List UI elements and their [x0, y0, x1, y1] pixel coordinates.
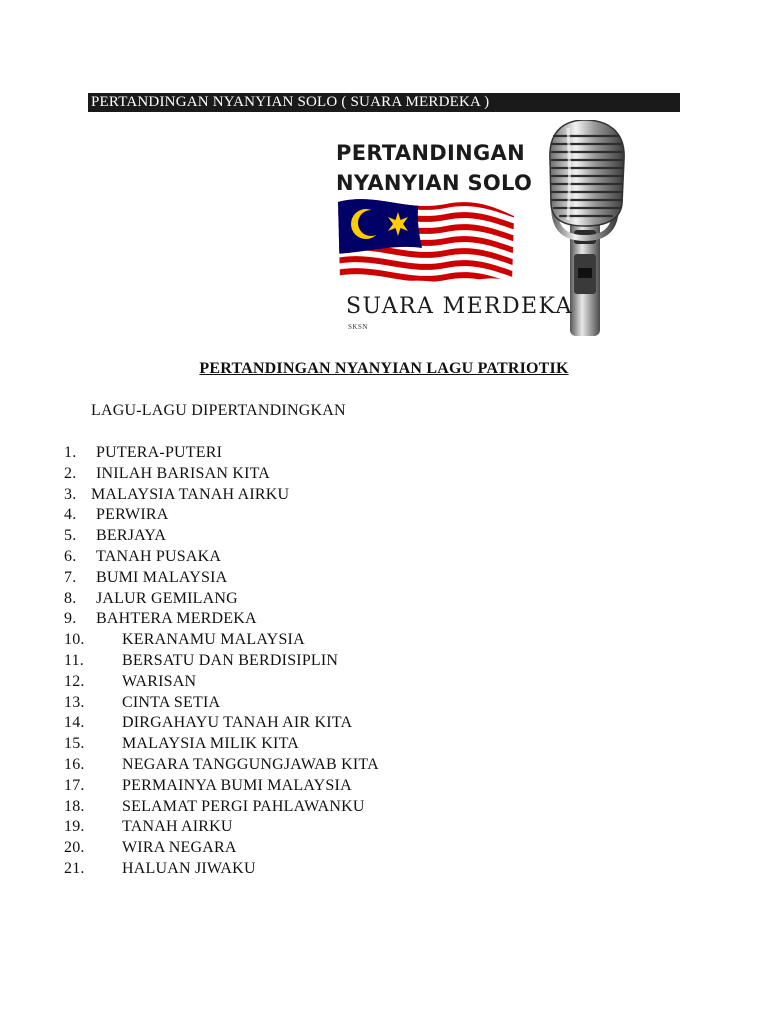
- document-title: PERTANDINGAN NYANYIAN LAGU PATRIOTIK: [199, 360, 569, 377]
- song-title: SELAMAT PERGI PAHLAWANKU: [122, 797, 365, 815]
- song-number: 5.: [64, 527, 77, 545]
- song-number: 6.: [64, 547, 77, 565]
- poster-brand: SUARA MERDEKA: [346, 294, 573, 319]
- song-title: NEGARA TANGGUNGJAWAB KITA: [122, 755, 379, 773]
- song-title: PUTERA-PUTERI: [96, 444, 223, 461]
- song-number: 21.: [64, 859, 85, 877]
- song-title: BUMI MALAYSIA: [96, 568, 228, 586]
- header-bar: [88, 93, 680, 112]
- song-number: 14.: [64, 714, 85, 732]
- poster-title: [336, 138, 532, 198]
- song-title: INILAH BARISAN KITA: [96, 464, 271, 482]
- song-number: 18.: [64, 797, 85, 815]
- song-number: 17.: [64, 776, 85, 794]
- song-title: BERJAYA: [96, 527, 167, 545]
- song-number: 2.: [64, 464, 77, 482]
- song-title: PERMAINYA BUMI MALAYSIA: [122, 776, 352, 794]
- song-number: 13.: [64, 693, 85, 711]
- competition-poster: [334, 118, 634, 340]
- poster-small-text: SKSN: [348, 323, 368, 331]
- song-title: HALUAN JIWAKU: [122, 859, 256, 877]
- poster-title-line1: PERTANDINGAN: [336, 141, 525, 165]
- song-number: 11.: [64, 651, 85, 669]
- song-number: 4.: [64, 506, 77, 524]
- header-bar-text: PERTANDINGAN NYANYIAN SOLO ( SUARA MERDEKA ): [91, 94, 490, 110]
- songs-subheading: LAGU-LAGU DIPERTANDINGKAN: [91, 402, 346, 419]
- song-number: 19.: [64, 818, 85, 836]
- song-number: 15.: [64, 735, 85, 753]
- song-number: 10.: [64, 631, 85, 649]
- song-title: JALUR GEMILANG: [96, 589, 238, 607]
- poster-title-line2: NYANYIAN SOLO: [336, 171, 533, 195]
- song-title: MALAYSIA MILIK KITA: [122, 735, 300, 753]
- song-number: 1.: [64, 444, 77, 461]
- song-number: 7.: [64, 568, 77, 586]
- song-title: CINTA SETIA: [122, 693, 221, 711]
- song-number: 3.: [64, 485, 77, 503]
- song-title: BAHTERA MERDEKA: [96, 610, 257, 628]
- song-number: 16.: [64, 755, 85, 773]
- song-number: 20.: [64, 839, 85, 857]
- song-number: 12.: [64, 672, 85, 690]
- song-title: MALAYSIA TANAH AIRKU: [91, 485, 290, 503]
- song-title: KERANAMU MALAYSIA: [122, 631, 305, 649]
- song-title: DIRGAHAYU TANAH AIR KITA: [122, 714, 353, 732]
- song-title: WARISAN: [122, 672, 197, 690]
- song-number: 9.: [64, 610, 77, 628]
- song-title: TANAH PUSAKA: [96, 547, 222, 565]
- song-title: BERSATU DAN BERDISIPLIN: [122, 651, 339, 669]
- song-title: PERWIRA: [96, 506, 169, 524]
- malaysia-flag-icon: [336, 196, 516, 288]
- song-number: 8.: [64, 589, 77, 607]
- song-title: WIRA NEGARA: [122, 839, 237, 857]
- song-title: TANAH AIRKU: [122, 818, 233, 836]
